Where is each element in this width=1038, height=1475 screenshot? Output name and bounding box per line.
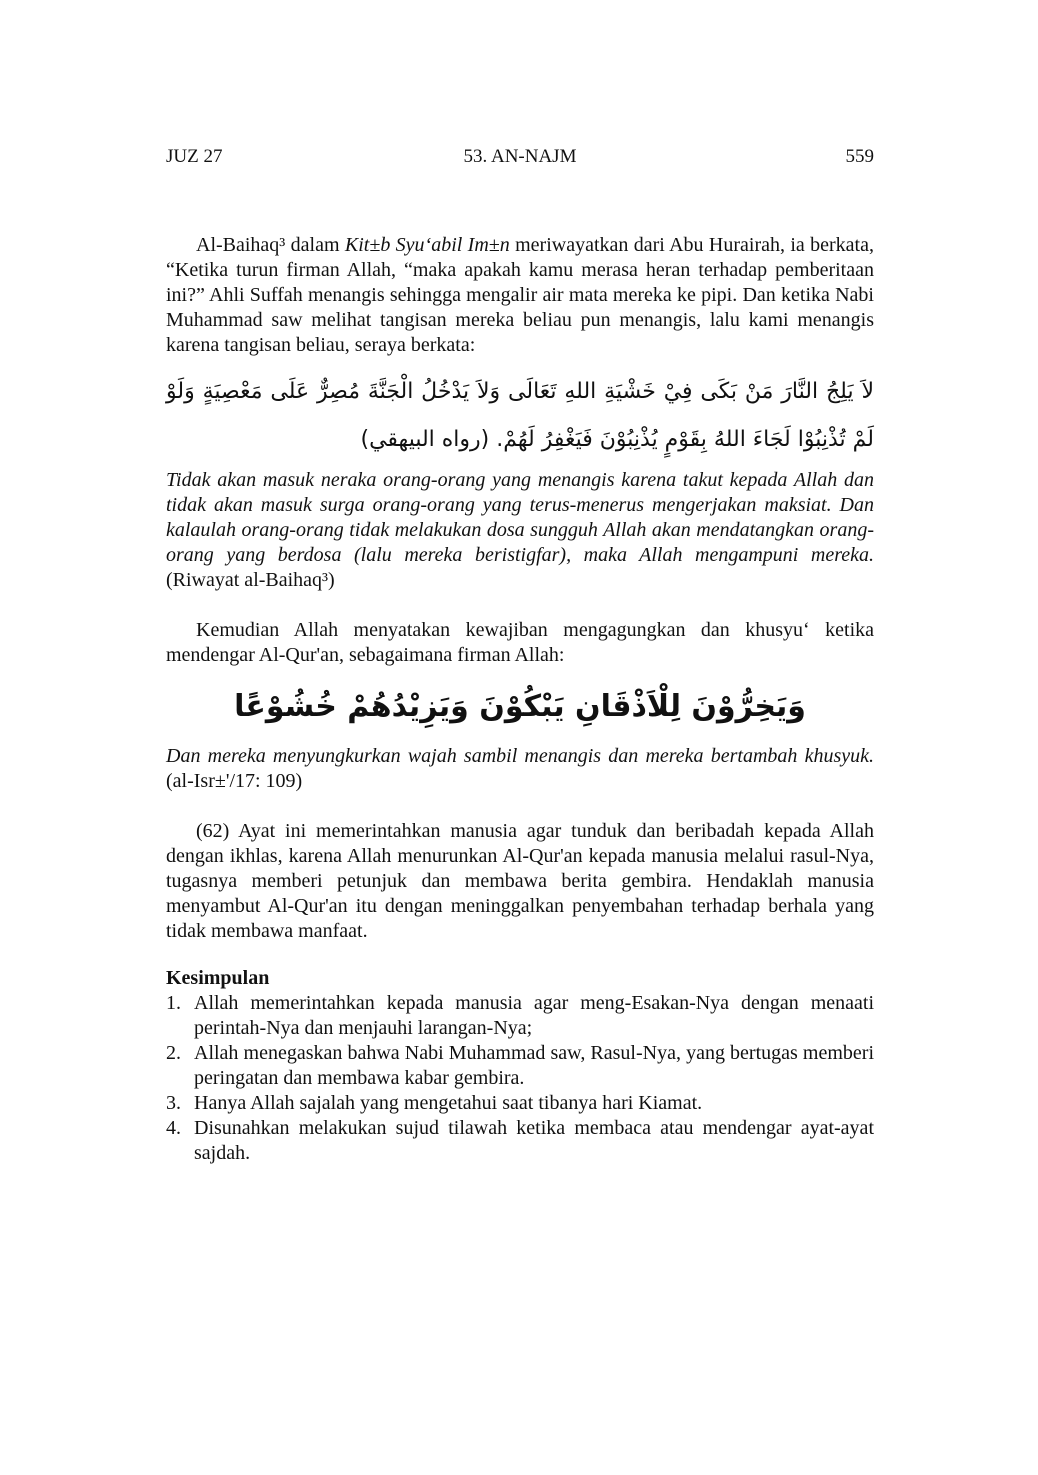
khusyu-paragraph: Kemudian Allah menyatakan kewajiban mengagungkan dan khusyu‘ ketika mendengar Al-Qur'an, sebagaimana firman Allah: [166,619,874,666]
ayah-translation-text: Dan mereka menyungkurkan wajah sambil menangis dan mereka bertambah khusyuk. [166,745,874,767]
list-item [166,1091,874,1116]
hadith-source: (Riwayat al-Baihaq³) [166,569,335,591]
list-number: 3. [166,1092,181,1114]
intro-paragraph [166,233,874,358]
list-item [166,1041,874,1091]
list-item [166,991,874,1041]
juz-label: JUZ 27 [166,146,223,167]
page-number: 559 [845,146,874,167]
list-text: Allah menegaskan bahwa Nabi Muhammad saw, Rasul-Nya, yang bertugas memberi peringatan dan membawa kabar gembira. [194,1042,874,1089]
verse-62-paragraph: (62) Ayat ini memerintahkan manusia agar tunduk dan beribadah kepada Allah dengan ikhlas, karena Allah menurunkan Al-Qur'an kepada manusia melalui rasul-Nya, tugasnya memberi petunjuk dan membawa berita gembira. Hendaklah manusia menyambut Al-Qur'an itu dengan meninggalkan penyembahan terhadap berhala yang tidak membawa manfaat. [166,820,874,942]
list-number: 1. [166,992,181,1014]
ayah-arabic-text: وَيَخِرُّوْنَ لِلْاَذْقَانِ يَبْكُوْنَ وَيَزِيْدُهُمْ خُشُوْعًا [234,689,806,724]
list-item [166,1116,874,1166]
ayah-translation [166,744,874,794]
hadith-translation [166,468,874,593]
hadith-arabic-text: لاَ يَلِجُ النَّارَ مَنْ بَكَى فِيْ خَشْيَةِ اللهِ تَعَالَى وَلاَ يَدْخُلُ الْجَنَّةَ مُصِرٌّ عَلَى مَعْصِيَةٍ وَلَوْ لَمْ تُذْنِبُوْا لَجَاءَ اللهُ بِقَوْمٍ يُذْنِبُوْنَ فَيَغْفِرُ لَهُمْ. (رواه البيهقي) [166,379,874,452]
list-text: Disunahkan melakukan sujud tilawah ketika membaca atau mendengar ayat-ayat sajdah. [194,1117,874,1164]
hadith-translation-text: Tidak akan masuk neraka orang-orang yang menangis karena takut kepada Allah dan tidak akan masuk surga orang-orang yang terus-menerus mengerjakan maksiat. Dan kalaulah orang-orang tidak melakukan dosa sungguh Allah akan mendatangkan orang-orang yang berdosa (lalu mereka beristigfar), maka Allah mengampuni mereka. [166,469,874,566]
intro-text-a: Al-Baihaq³ dalam [196,234,345,256]
list-text: Hanya Allah sajalah yang mengetahui saat tibanya hari Kiamat. [194,1092,703,1114]
page-body [166,233,874,1166]
ayah-source: (al-Isr±'/17: 109) [166,770,303,792]
list-text: Allah memerintahkan kepada manusia agar meng-Esakan-Nya dengan menaati perintah-Nya dan menjauhi larangan-Nya; [194,992,874,1039]
conclusion-heading: Kesimpulan [166,967,270,989]
surah-title: 53. AN-NAJM [463,146,577,167]
conclusion-list [166,991,874,1166]
intro-text-c: meriwayatkan dari Abu Hurairah, ia berkata, “Ketika turun firman Allah, “maka apakah kamu merasa heran terhadap pemberitaan ini?” Ahli Suffah menangis sehingga mengalir air mata mereka ke pipi. Dan ketika Nabi Muhammad saw melihat tangisan mereka beliau pun menangis, lalu kami menangis karena tangisan beliau, seraya berkata: [166,234,874,356]
list-number: 4. [166,1117,181,1139]
list-number: 2. [166,1042,181,1064]
running-header [166,146,874,172]
book-title: Kit±b Syu‘abil Im±n [344,234,510,256]
